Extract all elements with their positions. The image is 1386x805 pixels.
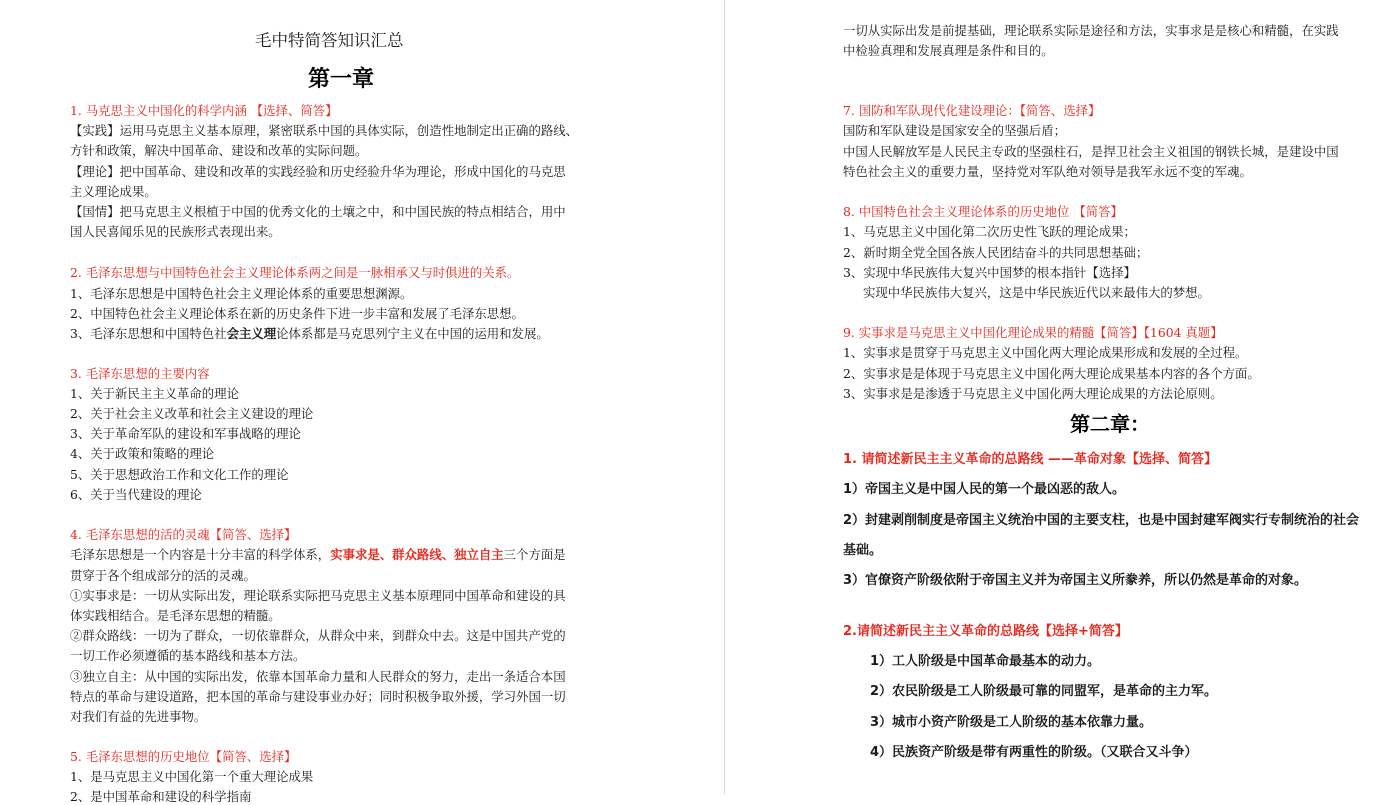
body-line: ③独立自主：从中国的实际出发，依靠本国革命力量和人民群众的努力，走出一条适合本国 (70, 669, 566, 684)
body-line: 中国人民解放军是人民民主专政的坚强柱石，是捍卫社会主义祖国的钢铁长城，是建设中国 (843, 144, 1339, 159)
section-heading: 1. 马克思主义中国化的科学内涵 【选择、简答】 (70, 103, 338, 118)
body-line: 2）封建剥削制度是帝国主义统治中国的主要支柱，也是中国封建军阀实行专制统治的社会 (843, 513, 1360, 528)
body-line: 体实践相结合。是毛泽东思想的精髓。 (70, 608, 281, 623)
section-heading: 5. 毛泽东思想的历史地位【简答、选择】 (70, 749, 297, 764)
section-heading: 8. 中国特色社会主义理论体系的历史地位 【简答】 (843, 204, 1123, 219)
list-item: 6、关于当代建设的理论 (70, 487, 202, 502)
chapter-heading: 第一章 (308, 67, 375, 92)
list-item: 3、实事求是是渗透于马克思主义中国化两大理论成果的方法论原则。 (843, 386, 1223, 401)
body-line: 【理论】把中国革命、建设和改革的实践经验和历史经验升华为理论，形成中国化的马克思 (70, 164, 566, 179)
question-heading: 2.请简述新民主主义革命的总路线【选择+简答】 (843, 624, 1128, 639)
right-page (727, 0, 1386, 794)
section-heading: 7. 国防和军队现代化建设理论：【简答、选择】 (843, 103, 1101, 118)
body-line: 特色社会主义的重要力量，坚持党对军队绝对领导是我军永远不变的军魂。 (843, 164, 1252, 179)
body-line: 一切从实际出发是前提基础，理论联系实际是途径和方法，实事求是是核心和精髓，在实践 (843, 23, 1339, 38)
body-text: 论体系都是马克思列宁主义在中国的运用和发展。 (276, 326, 549, 341)
body-line: 【国情】把马克思主义根植于中国的优秀文化的土壤之中，和中国民族的特点相结合，用中 (70, 204, 566, 219)
body-text: 三个方面是 (503, 547, 566, 562)
body-line: 国人民喜闻乐见的民族形式表现出来。 (70, 224, 281, 239)
body-line: 基础。 (843, 543, 883, 558)
body-line: 2）农民阶级是工人阶级最可靠的同盟军，是革命的主力军。 (870, 684, 1218, 699)
list-item: 2、关于社会主义改革和社会主义建设的理论 (70, 406, 314, 421)
body-line: ①实事求是：一切从实际出发，理论联系实际把马克思主义基本原理同中国革命和建设的具 (70, 588, 566, 603)
body-line: 1）帝国主义是中国人民的第一个最凶恶的敌人。 (843, 482, 1126, 497)
chapter-heading: 第二章： (1070, 412, 1150, 436)
body-line: 3）城市小资产阶级是工人阶级的基本依靠力量。 (870, 715, 1153, 730)
body-text: 毛泽东思想是一个内容是十分丰富的科学体系， (70, 547, 331, 562)
page-divider (724, 0, 725, 794)
section-heading: 3. 毛泽东思想的主要内容 (70, 366, 210, 381)
body-text: 3、毛泽东思想和中国特色社 (70, 326, 227, 341)
body-line: 国防和军队建设是国家安全的坚强后盾； (843, 123, 1067, 138)
list-item: 4、关于政策和策略的理论 (70, 446, 215, 461)
body-line: 【实践】运用马克思主义基本原理，紧密联系中国的具体实际，创造性地制定出正确的路线、 (70, 123, 579, 138)
section-heading: 2. 毛泽东思想与中国特色社会主义理论体系两之间是一脉相承又与时俱进的关系。 (70, 265, 520, 280)
question-heading: 1. 请简述新民主主义革命的总路线 ——革命对象【选择、简答】 (843, 452, 1218, 467)
body-line: 2、中国特色社会主义理论体系在新的历史条件下进一步丰富和发展了毛泽东思想。 (70, 306, 524, 321)
body-line: 一切工作必须遵循的基本路线和基本方法。 (70, 648, 306, 663)
body-line: 方针和政策，解决中国革命、建设和改革的实际问题。 (70, 143, 368, 158)
body-line: 3）官僚资产阶级依附于帝国主义并为帝国主义所豢养，所以仍然是革命的对象。 (843, 573, 1308, 588)
section-heading: 9. 实事求是马克思主义中国化理论成果的精髓【简答】【1604 真题】 (843, 325, 1223, 340)
body-line (70, 326, 549, 342)
list-item: 1、是马克思主义中国化第一个重大理论成果 (70, 769, 314, 784)
list-item: 1、实事求是贯穿于马克思主义中国化两大理论成果形成和发展的全过程。 (843, 345, 1248, 360)
list-item: 5、关于思想政治工作和文化工作的理论 (70, 467, 289, 482)
body-line: 4）民族资产阶级是带有两重性的阶级。（又联合又斗争） (870, 745, 1198, 760)
body-line: 中检验真理和发展真理是条件和目的。 (843, 43, 1054, 58)
list-item: 3、实现中华民族伟大复兴中国梦的根本指针【选择】 (843, 265, 1136, 280)
highlight-text: 实事求是、群众路线、独立自主 (330, 547, 504, 562)
body-line: 贯穿于各个组成部分的活的灵魂。 (70, 568, 256, 583)
body-line: 主义理论成果。 (70, 184, 157, 199)
section-heading: 4. 毛泽东思想的活的灵魂【简答、选择】 (70, 527, 297, 542)
body-line: 对我们有益的先进事物。 (70, 709, 207, 724)
list-item: 2、是中国革命和建设的科学指南 (70, 789, 252, 804)
body-line: 1、毛泽东思想是中国特色社会主义理论体系的重要思想渊源。 (70, 286, 413, 301)
body-line: 实现中华民族伟大复兴，这是中华民族近代以来最伟大的梦想。 (863, 285, 1210, 300)
body-line: 1）工人阶级是中国革命最基本的动力。 (870, 654, 1101, 669)
list-item: 3、关于革命军队的建设和军事战略的理论 (70, 426, 301, 441)
list-item: 1、关于新民主主义革命的理论 (70, 386, 239, 401)
body-text-bold: 会主义理 (226, 326, 277, 341)
body-line: ②群众路线：一切为了群众，一切依靠群众，从群众中来，到群众中去。这是中国共产党的 (70, 628, 566, 643)
document-title: 毛中特简答知识汇总 (255, 31, 404, 50)
body-line (70, 547, 566, 563)
list-item: 2、新时期全党全国各族人民团结奋斗的共同思想基础； (843, 245, 1149, 260)
body-line: 特点的革命与建设道路，把本国的革命与建设事业办好；同时积极争取外援，学习外国一切 (70, 689, 566, 704)
list-item: 1、马克思主义中国化第二次历史性飞跃的理论成果； (843, 224, 1136, 239)
list-item: 2、实事求是是体现于马克思主义中国化两大理论成果基本内容的各个方面。 (843, 366, 1260, 381)
